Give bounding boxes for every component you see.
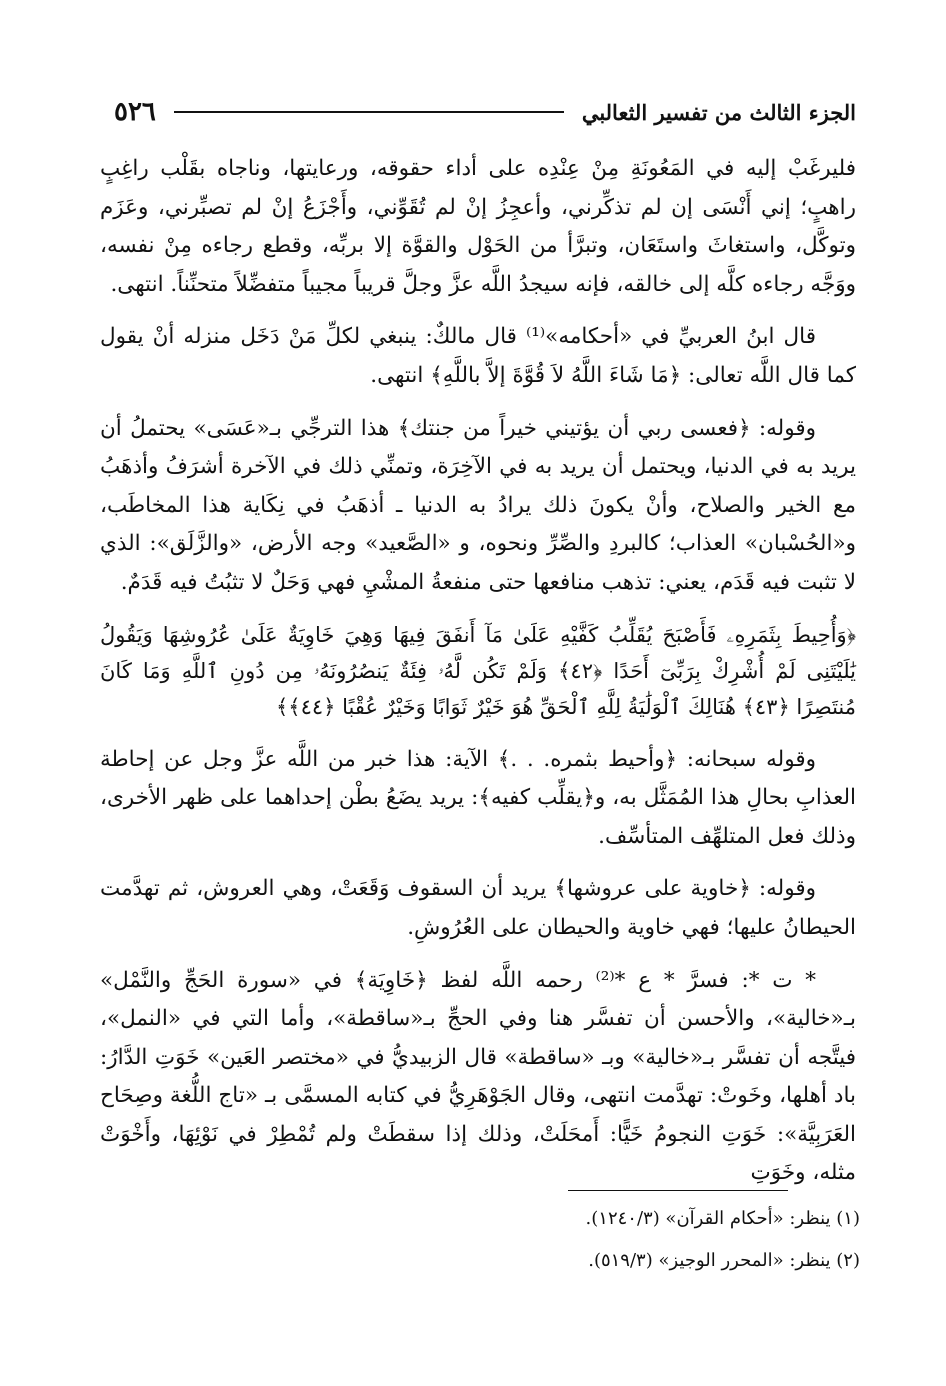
page-number: ٥٢٦ (114, 97, 156, 127)
paragraph: وقوله: ﴿فعسى ربي أن يؤتيني خيراً من جنتك﴾ هذا الترجِّي بـ«عَسَى» يحتملُ أن يريد به في الدنيا، ويحتمل أن يريد به في الآخِرَة، وتمنِّي ذلك في الآخرة أشرَفُ وأذهَبُ مع الخير والصلاح، وأنْ يكونَ ذلك يرادُ به الدنيا ـ أذهَبُ في نِكَاية هذا المخاطَب، و«الحُسْبان» العذاب؛ كالبردِ والصِّرِّ ونحوه، و «الصَّعيد» وجه الأرض، «والزَّلَق»: الذي لا تثبت فيه قَدَم، يعني: تذهب منافعها حتى منفعةُ المشْيِ فهي وَحَلٌ لا تثبُتُ فيه قَدَمٌ. (100, 415, 856, 595)
body-text (100, 150, 856, 1193)
paragraph: * ت *: فسرَّ * ع *⁽²⁾ رحمه اللَّه لفظ ﴿خَاوِيَة﴾ في «سورة الحَجِّ والنَّمْل» بـ«خالية»، والأحسن أن تفسَّر هنا وفي الحجِّ بـ«ساقطة»، وأما التي في «النمل»، فيتَّجه أن تفسَّر بـ«خالية» وبـ «ساقطة» قال الزبيديُّ في «مختصر العَين» خَوَتِ الدَّارُ: باد أهلها، وخَوتْ: تهدَّمت انتهى، وقال الجَوْهَرِيُّ في كتابه المسمَّى بـ «تاج اللُّغة وصِحَاح العَرَبِيَّة»: خَوَتِ النجومُ خَيًّا: أَمحَلَتْ، وذلك إذا سقطَتْ ولم تُمْطِرْ في نَوْئِهَا، وأَخْوَتْ مثله، وخَوَتِ (100, 967, 856, 1186)
paragraph: قال ابنُ العربيِّ في «أحكامه»⁽¹⁾ قال مالكٌ: ينبغي لكلِّ مَنْ دَخَل منزله أنْ يقول كما قال اللَّه تعالى: ﴿مَا شَاءَ اللَّهُ لاَ قُوَّةَ إلاَّ باللَّهِ﴾ انتهى. (100, 324, 856, 388)
paragraph: فليرغَبْ إليه في المَعُونَةِ مِنْ عِنْدِه على أداء حقوقه، ورعايتها، وناجاه بقَلْب راغِبٍ راهبٍ؛ إني أَنْسَى إن لم تذكِّرني، وأعجِزُ إنْ لم تُقَوِّني، وأَجْزَعُ إنْ لم تصبِّرني، وعَزَم وتوكَّل، واستغاثَ واستَعَان، وتبرَّأ من الحَوْل والقوَّة إلا بربِّه، وقطع رجاءه مِنْ نفسه، ووَجَّه رجاءه كلَّه إلى خالقه، فإنه سيجدُ اللَّه عزَّ وجلَّ قريباً مجيباً متفضِّلاً متحنِّناً. انتهى. (100, 156, 856, 297)
running-title: الجزء الثالث من تفسير الثعالبي (581, 99, 856, 125)
paragraph: وقوله سبحانه: ﴿وأحيط بثمره. . .﴾ الآية: هذا خبر من اللَّه عزَّ وجل عن إحاطة العذابِ بحالِ هذا المُمَثَّل به، و﴿يقلِّب كفيه﴾: يريد يضَعُ بطْن إحداهما على ظهر الأخرى، وذلك فعل المتلهِّف المتأسِّف. (100, 746, 856, 849)
paragraph: وقوله: ﴿خاوية على عروشها﴾ يريد أن السقوف وَقَعَتْ، وهي العروش، ثم تهدَّمت الحيطانُ عليها؛ فهي خاوية والحيطان على العُرُوشِ. (100, 876, 856, 940)
quran-passage: ﴿وَأُحِيطَ بِثَمَرِهِۦ فَأَصْبَحَ يُقَلِّبُ كَفَّيْهِ عَلَىٰ مَآ أَنفَقَ فِيهَا وَهِيَ خَاوِيَةٌ عَلَىٰ عُرُوشِهَا وَيَقُولُ يَٰلَيْتَنِى لَمْ أُشْرِكْ بِرَبِّىٓ أَحَدًا ﴿٤٢﴾ وَلَمْ تَكُن لَّهُۥ فِئَةٌ يَنصُرُونَهُۥ مِن دُونِ ٱللَّهِ وَمَا كَانَ مُنتَصِرًا ﴿٤٣﴾ هُنَالِكَ ٱلْوَلَٰيَةُ لِلَّهِ ٱلْحَقِّ هُوَ خَيْرٌ ثَوَابًا وَخَيْرٌ عُقْبًا ﴿٤٤﴾﴾ (100, 622, 856, 719)
footnote: (٢) ينظر: «المحرر الوجيز» (٥١٩/٣). (588, 1250, 860, 1271)
footnote: (١) ينظر: «أحكام القرآن» (١٢٤٠/٣). (585, 1208, 860, 1229)
page-header (100, 92, 856, 132)
header-rule (174, 111, 564, 113)
footnotes (100, 1206, 860, 1290)
footnote-rule (568, 1190, 788, 1191)
